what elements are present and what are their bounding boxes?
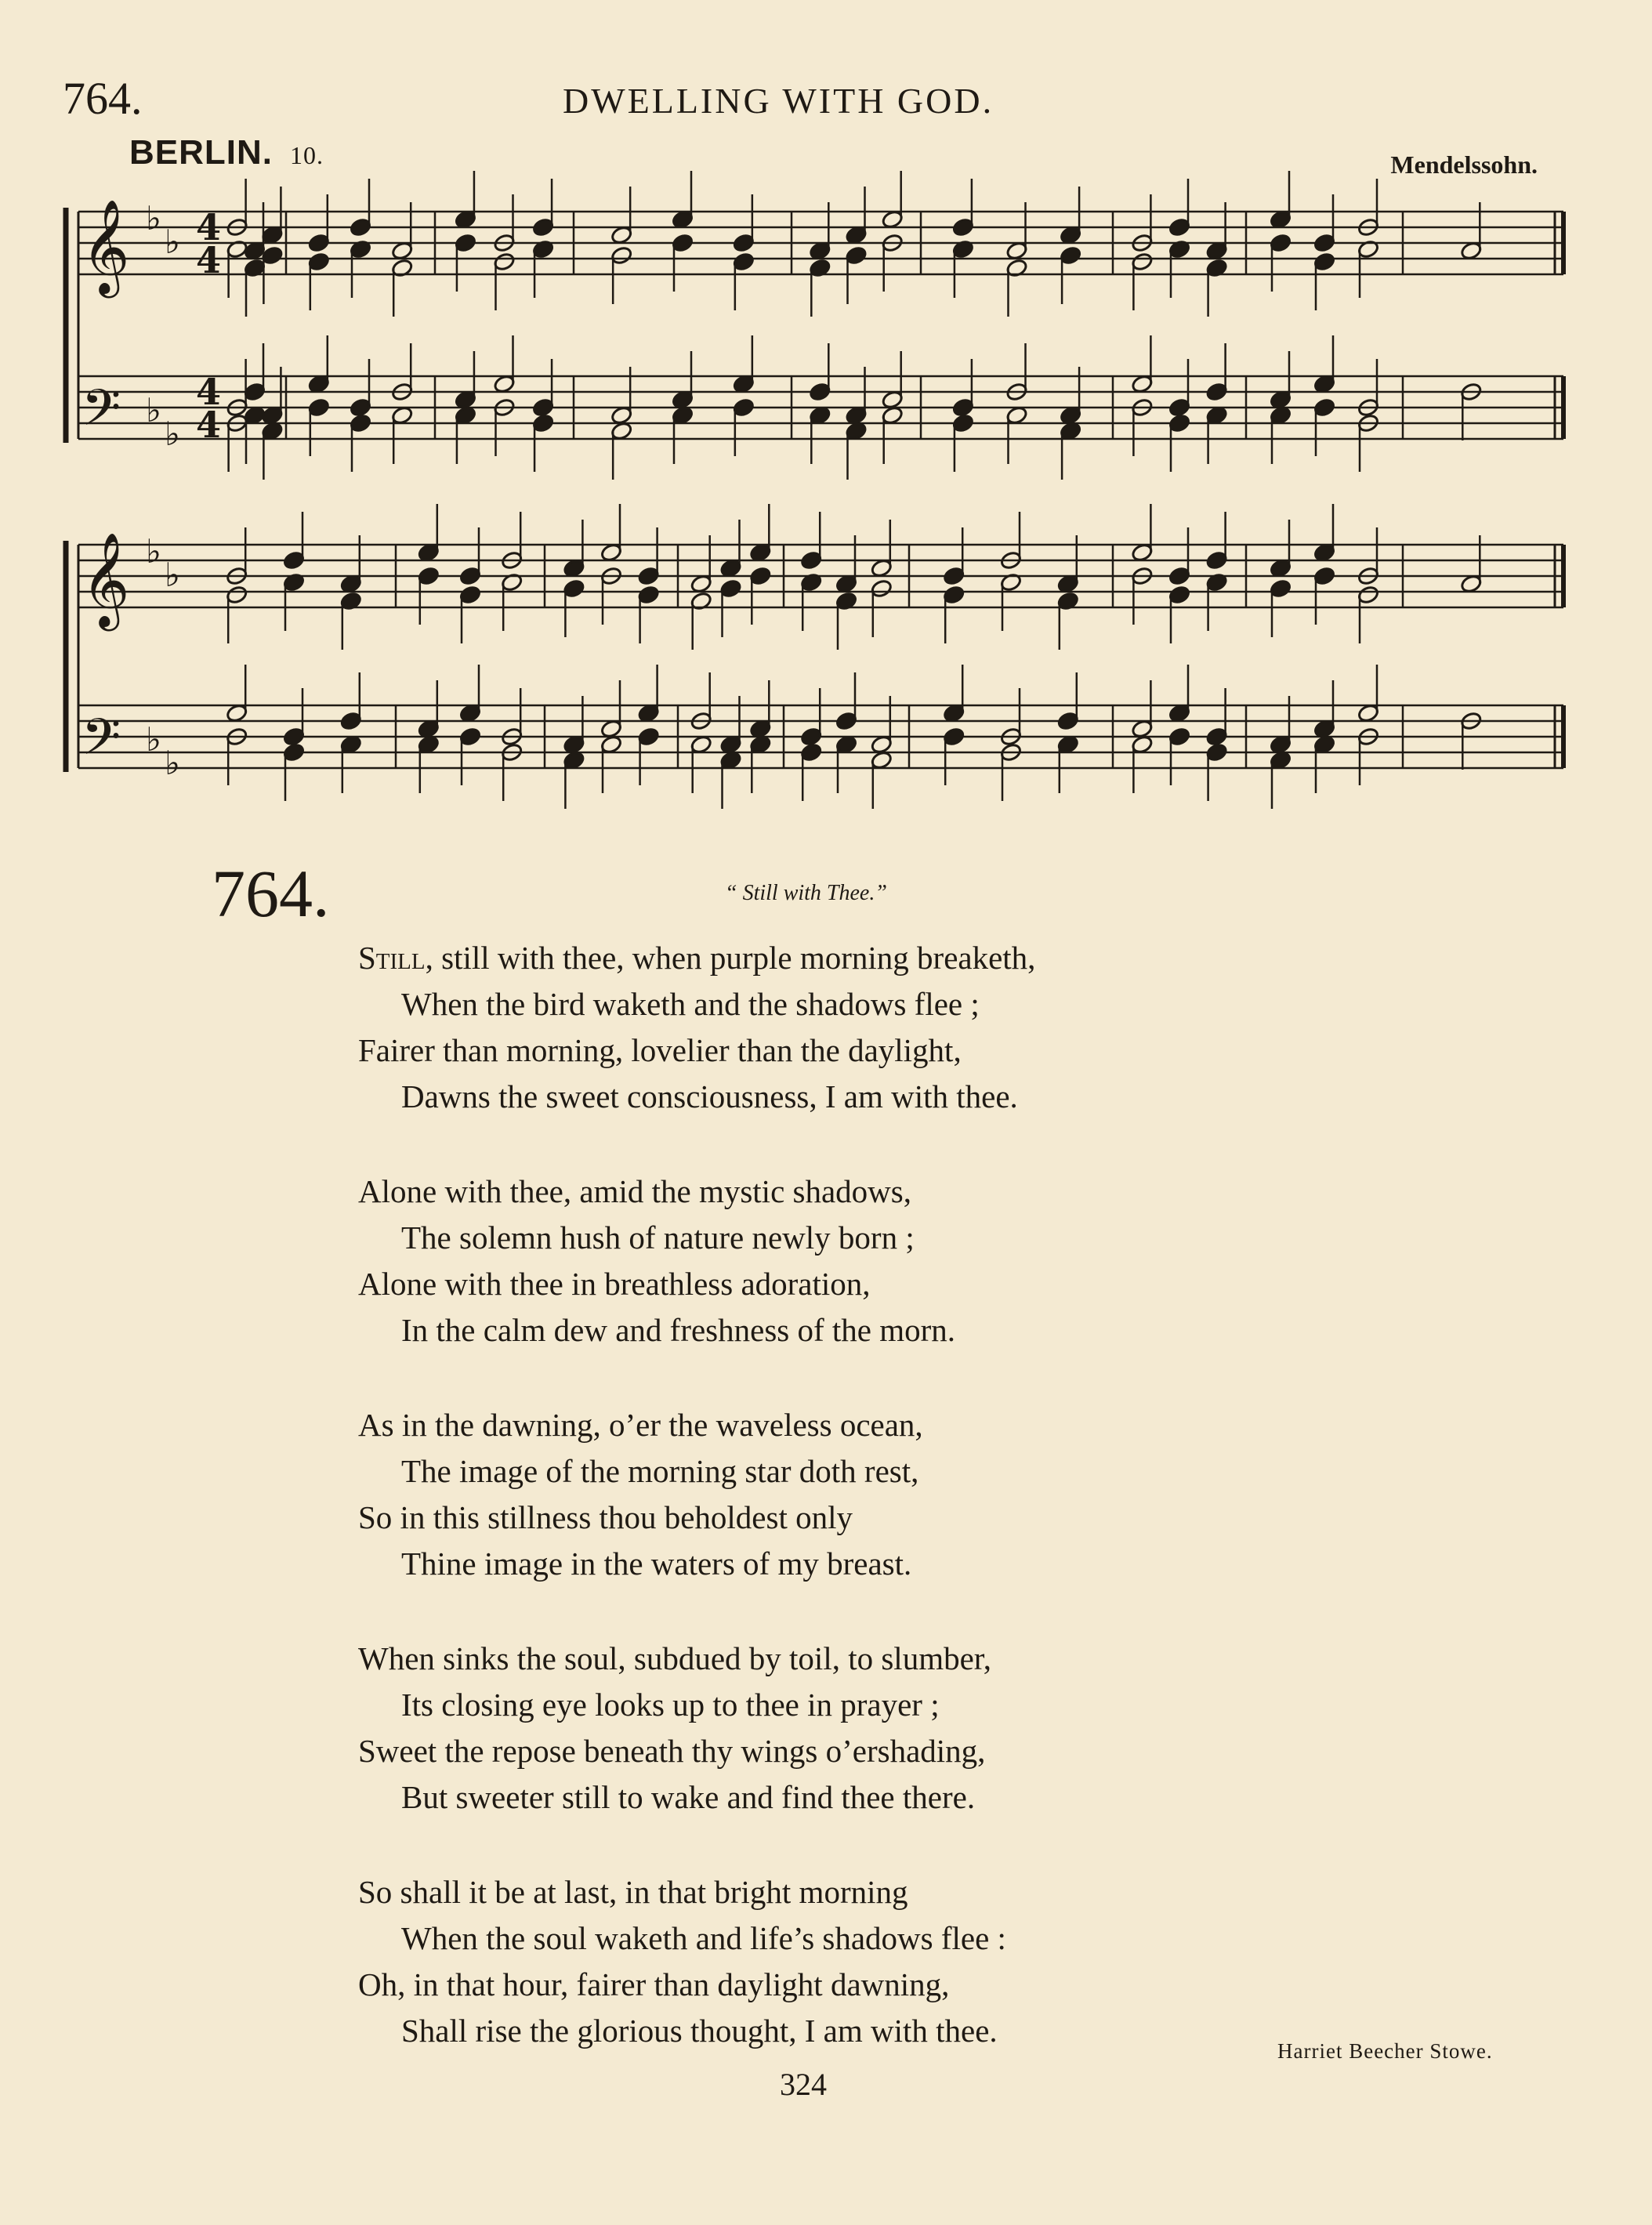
stanza	[358, 1869, 1035, 2054]
note-icon	[532, 413, 555, 472]
note-icon	[1357, 727, 1380, 785]
note-icon	[637, 527, 660, 586]
note-icon	[1000, 742, 1023, 801]
poem-line: Alone with thee, amid the mystic shadows,	[358, 1173, 911, 1209]
note-icon	[881, 233, 904, 292]
note-icon	[1131, 566, 1154, 625]
note-icon	[501, 572, 523, 631]
note-icon	[501, 512, 523, 571]
note-icon	[417, 504, 440, 563]
note-icon	[1060, 187, 1082, 245]
poem-line: The image of the morning star doth rest,	[401, 1453, 919, 1489]
note-icon	[809, 343, 831, 402]
note-icon	[226, 413, 248, 472]
flat-icon: ♭	[146, 391, 161, 429]
note-icon	[454, 171, 476, 230]
note-icon	[1313, 194, 1336, 253]
poem-line: As in the dawning, o’er the waveless ocean,	[358, 1407, 923, 1443]
note-icon	[600, 566, 623, 625]
flat-icon: ♭	[146, 720, 161, 759]
note-icon	[1131, 680, 1154, 739]
note-icon	[226, 359, 248, 418]
note-icon	[459, 727, 482, 785]
note-icon	[672, 171, 694, 230]
note-icon	[1313, 734, 1336, 793]
note-icon	[732, 397, 755, 456]
note-icon	[951, 413, 974, 472]
note-icon	[563, 520, 585, 578]
hymn-number: 764.	[212, 856, 330, 931]
poem-line: When the bird waketh and the shadows flee ;	[401, 986, 980, 1022]
poem-line: The solemn hush of nature newly born ;	[401, 1219, 915, 1256]
note-icon	[637, 727, 660, 785]
note-icon	[835, 734, 858, 793]
note-icon	[1205, 742, 1228, 801]
note-icon	[501, 742, 523, 801]
first-word: Still,	[358, 940, 433, 976]
note-icon	[800, 688, 823, 747]
poem-line: But sweeter still to wake and find thee there.	[401, 1779, 976, 1815]
section-title: DWELLING WITH GOD.	[563, 81, 994, 121]
note-icon	[1131, 194, 1154, 253]
note-icon	[391, 343, 414, 402]
note-icon	[307, 335, 330, 394]
stanza	[358, 1636, 1035, 1821]
note-icon	[719, 750, 742, 809]
note-icon	[532, 239, 555, 298]
note-icon	[1313, 252, 1336, 310]
poem-line	[358, 935, 1035, 981]
poem-line: Sweet the repose beneath thy wings o’ershading,	[358, 1733, 986, 1769]
note-icon	[870, 520, 893, 578]
note-icon	[800, 512, 823, 571]
note-icon	[1205, 512, 1228, 571]
flat-icon: ♭	[146, 199, 161, 237]
page-number: 324	[780, 2067, 827, 2102]
treble-clef-icon: 𝄞	[82, 531, 130, 627]
note-icon	[1000, 688, 1023, 747]
note-icon	[749, 504, 772, 563]
note-icon	[261, 421, 284, 480]
author-attribution: Harriet Beecher Stowe.	[1277, 2039, 1493, 2063]
note-icon	[226, 179, 248, 237]
svg-text:4: 4	[196, 404, 222, 446]
svg-text:4: 4	[196, 371, 222, 413]
note-icon	[1005, 405, 1028, 464]
note-icon	[749, 734, 772, 793]
note-icon	[532, 179, 555, 237]
hymn-text	[358, 935, 1035, 2103]
note-icon	[835, 591, 858, 650]
note-icon	[226, 585, 248, 643]
note-icon	[943, 727, 965, 785]
note-icon	[283, 688, 306, 747]
note-icon	[1005, 343, 1028, 402]
note-icon	[943, 527, 965, 586]
note-icon	[870, 750, 893, 809]
note-icon	[1270, 171, 1292, 230]
note-icon	[1168, 179, 1191, 237]
treble-clef-icon: 𝄞	[82, 198, 130, 294]
note-icon	[307, 397, 330, 456]
note-icon	[1270, 233, 1292, 292]
note-icon	[307, 252, 330, 310]
note-icon	[1168, 527, 1191, 586]
note-icon	[951, 179, 974, 237]
note-icon	[690, 734, 712, 793]
note-icon	[244, 258, 266, 317]
bass-clef-icon: 𝄢	[82, 379, 121, 450]
note-icon	[1131, 252, 1154, 310]
note-icon	[800, 742, 823, 801]
poem-line: When the soul waketh and life’s shadows flee :	[401, 1920, 1006, 1956]
note-icon	[637, 665, 660, 723]
note-icon	[417, 566, 440, 625]
note-icon	[809, 258, 831, 317]
note-icon	[1313, 680, 1336, 739]
note-icon	[1205, 405, 1228, 464]
note-icon	[226, 727, 248, 785]
note-icon	[943, 585, 965, 643]
note-icon	[800, 572, 823, 631]
note-icon	[690, 672, 712, 731]
note-icon	[951, 359, 974, 418]
flat-icon: ♭	[165, 556, 180, 594]
note-icon	[244, 343, 266, 402]
note-icon	[1270, 520, 1292, 578]
note-icon	[493, 335, 516, 394]
note-icon	[417, 734, 440, 793]
note-icon	[454, 351, 476, 410]
note-icon	[881, 351, 904, 410]
note-icon	[610, 421, 633, 480]
note-icon	[339, 672, 362, 731]
note-icon	[1460, 711, 1483, 770]
note-icon	[350, 179, 372, 237]
note-icon	[672, 351, 694, 410]
note-icon	[1168, 359, 1191, 418]
poem-line: Thine image in the waters of my breast.	[401, 1546, 912, 1582]
note-icon	[672, 405, 694, 464]
note-icon	[881, 405, 904, 464]
note-icon	[1357, 359, 1380, 418]
tune-title: BERLIN.	[129, 133, 273, 172]
flat-icon: ♭	[165, 223, 180, 261]
note-icon	[226, 665, 248, 723]
composer: Mendelssohn.	[1390, 150, 1538, 179]
hymn-subtitle: “ Still with Thee.”	[725, 881, 887, 905]
note-icon	[672, 233, 694, 292]
note-icon	[1131, 734, 1154, 793]
poem-line: Oh, in that hour, fairer than daylight dawning,	[358, 1966, 950, 2002]
note-icon	[1313, 504, 1336, 563]
note-icon	[1168, 413, 1191, 472]
header-hymn-number: 764.	[63, 73, 143, 124]
note-icon	[1168, 239, 1191, 298]
note-icon	[563, 750, 585, 809]
flat-icon: ♭	[146, 532, 161, 571]
note-icon	[226, 527, 248, 586]
note-icon	[454, 233, 476, 292]
note-icon	[459, 585, 482, 643]
note-icon	[1168, 665, 1191, 723]
flat-icon: ♭	[165, 415, 180, 453]
note-icon	[459, 527, 482, 586]
note-icon	[459, 665, 482, 723]
note-icon	[809, 405, 831, 464]
note-icon	[610, 187, 633, 245]
note-icon	[417, 680, 440, 739]
note-icon	[391, 405, 414, 464]
note-icon	[454, 405, 476, 464]
note-icon	[532, 359, 555, 418]
note-icon	[845, 187, 868, 245]
note-icon	[391, 258, 414, 317]
note-icon	[307, 194, 330, 253]
note-icon	[943, 665, 965, 723]
note-icon	[1056, 591, 1079, 650]
note-icon	[350, 359, 372, 418]
flat-icon: ♭	[165, 744, 180, 782]
note-icon	[1357, 585, 1380, 643]
note-icon	[1460, 382, 1483, 440]
note-icon	[283, 742, 306, 801]
note-icon	[732, 194, 755, 253]
note-icon	[732, 252, 755, 310]
note-icon	[1313, 397, 1336, 456]
note-icon	[1357, 527, 1380, 586]
note-icon	[1000, 572, 1023, 631]
note-icon	[749, 566, 772, 625]
note-icon	[749, 680, 772, 739]
note-icon	[637, 585, 660, 643]
tune-meter: 10.	[290, 141, 324, 169]
music-score	[0, 0, 1652, 831]
note-icon	[350, 413, 372, 472]
stanza	[358, 1402, 1035, 1587]
note-icon	[339, 591, 362, 650]
poem-line: So in this stillness thou beholdest only	[358, 1499, 853, 1535]
note-icon	[1313, 566, 1336, 625]
note-icon	[1060, 421, 1082, 480]
svg-text:4: 4	[196, 206, 222, 248]
note-icon	[261, 187, 284, 245]
note-icon	[600, 504, 623, 563]
note-icon	[1205, 572, 1228, 631]
note-icon	[1131, 397, 1154, 456]
note-icon	[283, 572, 306, 631]
note-icon	[1168, 727, 1191, 785]
note-icon	[1270, 750, 1292, 809]
poem-line: In the calm dew and freshness of the morn.	[401, 1312, 956, 1348]
poem-line: Its closing eye looks up to thee in prayer ;	[401, 1687, 940, 1723]
note-icon	[600, 680, 623, 739]
note-icon	[732, 335, 755, 394]
note-icon	[835, 672, 858, 731]
line-text: still with thee, when purple morning breaketh,	[441, 940, 1036, 976]
note-icon	[339, 734, 362, 793]
note-icon	[951, 239, 974, 298]
note-icon	[845, 421, 868, 480]
note-icon	[600, 734, 623, 793]
note-icon	[493, 194, 516, 253]
note-icon	[1357, 239, 1380, 298]
poem-line: Shall rise the glorious thought, I am with thee.	[401, 2013, 998, 2049]
note-icon	[1168, 585, 1191, 643]
note-icon	[1000, 512, 1023, 571]
note-icon	[493, 252, 516, 310]
poem-line: So shall it be at last, in that bright morning	[358, 1874, 908, 1910]
note-icon	[1270, 351, 1292, 410]
note-icon	[1131, 335, 1154, 394]
note-icon	[719, 520, 742, 578]
note-icon	[1131, 504, 1154, 563]
note-icon	[1357, 413, 1380, 472]
note-icon	[881, 171, 904, 230]
note-icon	[1205, 258, 1228, 317]
note-icon	[1056, 734, 1079, 793]
note-icon	[501, 688, 523, 747]
poem-line: Alone with thee in breathless adoration,	[358, 1266, 871, 1302]
note-icon	[350, 239, 372, 298]
note-icon	[283, 512, 306, 571]
note-icon	[1357, 665, 1380, 723]
poem-line: Fairer than morning, lovelier than the daylight,	[358, 1032, 962, 1068]
note-icon	[1205, 688, 1228, 747]
note-icon	[1005, 258, 1028, 317]
note-icon	[690, 591, 712, 650]
stanza	[358, 1169, 1035, 1353]
stanza	[358, 935, 1035, 1120]
note-icon	[1270, 405, 1292, 464]
poem-line: Dawns the sweet consciousness, I am with thee.	[401, 1078, 1018, 1114]
poem-line: When sinks the soul, subdued by toil, to slumber,	[358, 1640, 992, 1676]
note-icon	[1357, 179, 1380, 237]
svg-text:4: 4	[196, 239, 222, 281]
note-icon	[1313, 335, 1336, 394]
note-icon	[1205, 343, 1228, 402]
note-icon	[1056, 672, 1079, 731]
note-icon	[493, 397, 516, 456]
bass-clef-icon: 𝄢	[82, 708, 121, 779]
